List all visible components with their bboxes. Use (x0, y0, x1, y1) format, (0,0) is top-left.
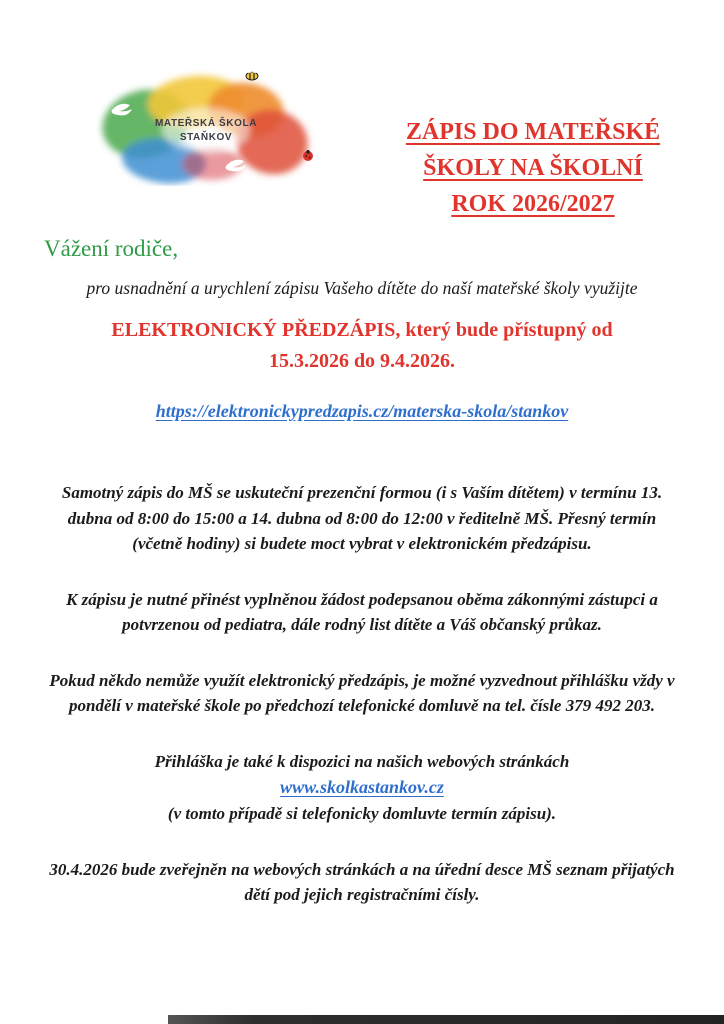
title-line-2: ŠKOLY NA ŠKOLNÍ (423, 155, 643, 181)
intro-text: pro usnadnění a urychlení zápisu Vašeho dítěte do naší mateřské školy využijte (86, 278, 638, 298)
body-paragraphs (0, 480, 724, 719)
highlight-line-1: ELEKTRONICKÝ PŘEDZÁPIS, který bude přístupný od (111, 319, 613, 341)
page-title (368, 114, 698, 222)
logo-text-line2: STAŇKOV (179, 132, 233, 143)
predzapis-link-row (0, 401, 724, 422)
highlight-line-2: 15.3.2026 do 9.4.2026. (268, 350, 456, 372)
school-website-link[interactable]: www.skolkastankov.cz (280, 777, 444, 797)
header (0, 0, 724, 222)
predzapis-link[interactable]: https://elektronickypredzapis.cz/materska-skola/stankov (155, 401, 569, 421)
website-text-before: Přihláška je také k dispozici na našich webových stránkách (154, 751, 570, 771)
logo-text-line1: MATEŘSKÁ ŠKOLA (154, 118, 258, 129)
paragraph-dokumenty: K zápisu je nutné přinést vyplněnou žádost podepsanou oběma zákonnými zástupci a potvrzenou od pediatra, dále rodný list dítěte a Váš občanský průkaz. (66, 589, 658, 634)
highlight-text (0, 315, 724, 377)
final-paragraph: 30.4.2026 bude zveřejněn na webových stránkách a na úřední desce MŠ seznam přijatých dětí pod jejich registračními čísly. (49, 859, 675, 904)
website-block (43, 749, 680, 827)
paragraph-telefonicka-domluva: Pokud někdo nemůže využít elektronický předzápis, je možné vyzvednout přihlášku vždy v pondělí v mateřské škole po předchozí telefonické domluvě na tel. čísle 379 492 203. (49, 670, 675, 715)
school-logo (84, 66, 324, 186)
title-line-1: ZÁPIS DO MATEŘSKÉ (405, 119, 661, 145)
title-line-3: ROK 2026/2027 (451, 191, 615, 217)
watercolor-splash (96, 73, 315, 186)
bee-icon (246, 69, 258, 80)
paragraph-presencni-zapis: Samotný zápis do MŠ se uskuteční prezenční formou (i s Vaším dítětem) v termínu 13. dubna od 8:00 do 15:00 a 14. dubna od 8:00 do 12:00 v ředitelně MŠ. Přesný termín (včetně hodiny) si budete moct vybrat v elektronickém předzápisu. (61, 483, 663, 553)
website-text-after: (v tomto případě si telefonicky domluvte termín zápisu). (167, 804, 557, 823)
greeting-text: Vážení rodiče, (44, 236, 179, 261)
scan-artifact-bar (168, 1015, 724, 1024)
